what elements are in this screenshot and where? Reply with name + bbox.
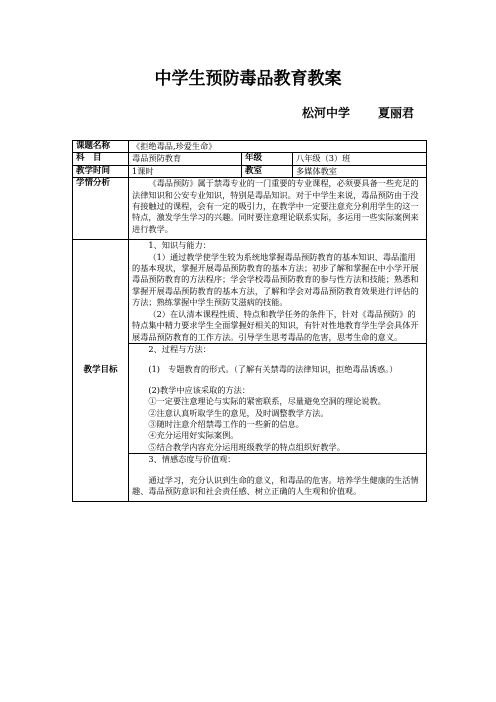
goal2-title: 2、过程与方法： xyxy=(148,343,211,354)
subject-label: 科 目 xyxy=(73,153,129,165)
goals-row xyxy=(73,240,427,502)
lesson-plan-table xyxy=(72,140,427,502)
goal2-section xyxy=(129,343,426,453)
goals-label: 教学目标 xyxy=(73,240,129,502)
goal3-paragraph1: 通过学习，充分认识到生命的意义，和毒品的危害。培养学生健康的生活情趣、毒品预防意识和社会责任感、树立正确的人生观和价值观。 xyxy=(132,474,419,496)
subject-value: 毒品预防教育 xyxy=(129,153,242,165)
topic-value: 《拒绝毒品,珍爱生命》 xyxy=(129,141,427,153)
document-title: 中学生预防毒品教育教案 xyxy=(154,69,342,89)
topic-row xyxy=(73,141,427,153)
time-value: 1课时 xyxy=(129,165,242,177)
grade-label: 年级 xyxy=(242,153,293,165)
goal2-method4: ④充分运用好实际案例。 xyxy=(148,430,239,441)
goal3-section xyxy=(129,453,426,501)
analysis-label: 学情分析 xyxy=(73,178,129,240)
goal1-paragraph2: （2）在认清本课程性质、特点和教学任务的条件下，针对《毒品预防》的特点集中精力要求学生全面掌握好相关的知识，有针对性地教育学生学会具体开展毒品预防教育的工作方法。引导学生思考毒品的危害，思考生命的意义。 xyxy=(132,308,419,342)
goal2-method2: ②注意认真听取学生的意见，及时调整教学方法。 xyxy=(148,407,329,418)
goals-cell xyxy=(129,240,427,502)
goal2-paragraph2: (2)教学中应该采取的方法： xyxy=(148,384,251,395)
room-value: 多媒体教室 xyxy=(293,165,427,177)
goal1-title: 1、知识与能力： xyxy=(148,240,211,251)
author-name: 夏丽君 xyxy=(377,106,414,120)
time-label: 教学时间 xyxy=(73,165,129,177)
analysis-text: 《毒品预防》属于禁毒专业的一门重要的专业课程，必须要具备一些充足的法律知识和公安专业知识，特别是毒品知识。对于中学生来说，毒品预防由于没有接触过的课程，会有一定的吸引力，在教学中一定要注意充分利用学生的这一特点，激发学生学习的兴趣。同时要注意理论联系实际，多运用一些实际案例来进行教学。 xyxy=(132,178,419,234)
topic-label: 课题名称 xyxy=(73,141,129,153)
goal1-paragraph1: （1）通过教学使学生较为系统地掌握毒品预防教育的基本知识、毒品滥用的基本现状，掌握开展毒品预防教育的基本方法；初步了解和掌握在中小学开展毒品预防教育的方法程序；学会学校毒品预防教育的参与性方法和技能；熟悉和掌握开展毒品预防教育的基本方法，了解和学会对毒品预防教育效果进行评估的方法；熟练掌握中学生预防艾滋病的技能。 xyxy=(132,251,419,308)
goal2-paragraph1: (1) 专题教育的形式。（了解有关禁毒的法律知识，拒绝毒品诱惑。） xyxy=(148,364,398,375)
school-name: 松河中学 xyxy=(301,106,350,120)
analysis-row xyxy=(73,178,427,240)
time-row xyxy=(73,165,427,177)
byline xyxy=(302,104,414,121)
goal2-method3: ③随时注意介绍禁毒工作的一些新的信息。 xyxy=(148,418,304,429)
grade-value: 八年级（3）班 xyxy=(293,153,427,165)
goal2-method1: ①一定要注意理论与实际的紧密联系，尽量避免空洞的理论说教。 xyxy=(148,396,386,407)
room-label: 教室 xyxy=(242,165,293,177)
analysis-cell xyxy=(129,178,427,240)
goal2-method5: ⑤结合教学内容充分运用班级教学的特点组织好教学。 xyxy=(148,441,345,452)
subject-row xyxy=(73,153,427,165)
goal3-title: 3、情感态度与价值观： xyxy=(148,454,236,465)
